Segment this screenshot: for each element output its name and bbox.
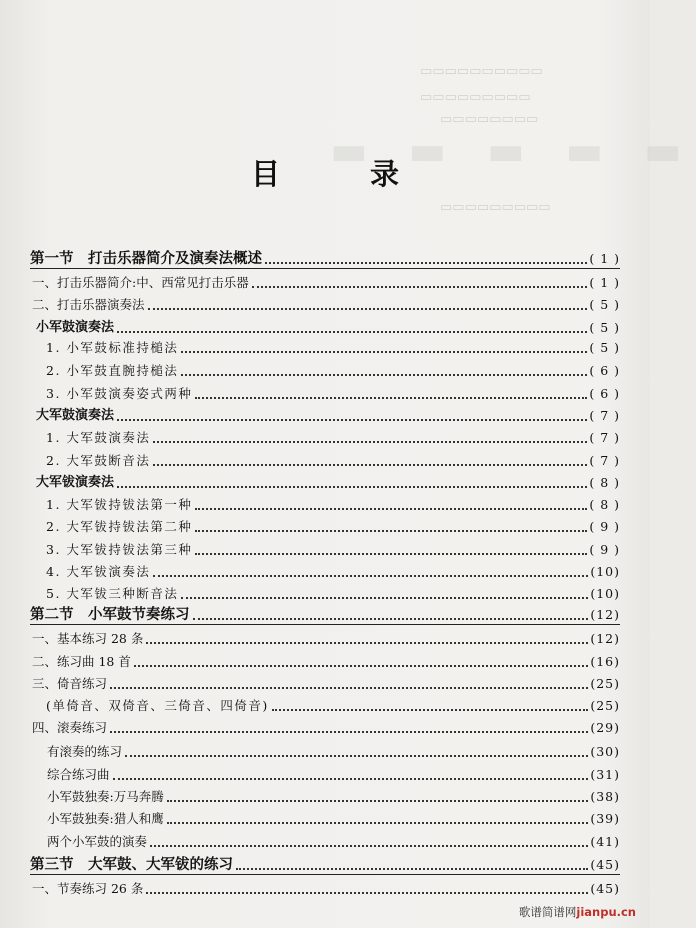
toc-page-number: ( 8 ) [589,475,620,490]
toc-entry-label: 第一节 打击乐器简介及演奏法概述 [30,251,262,267]
toc-entry [36,404,620,424]
toc-entry [46,336,620,356]
toc-leader-dots [181,374,587,376]
toc-page-number: (30) [590,744,620,759]
toc-entry [30,853,620,873]
toc-entry [32,716,620,736]
toc-leader-dots [181,351,587,353]
toc-leader-dots [195,508,587,510]
toc-entry [32,672,620,692]
toc-leader-dots [110,731,588,733]
toc-page-number: ( 7 ) [589,430,620,445]
toc-entry [36,471,620,491]
toc-leader-dots [117,486,587,488]
watermark-prefix: 歌谱简谱网 [518,905,577,919]
toc-entry [47,830,620,850]
toc-leader-dots [153,441,587,443]
toc-entry-label: 4. 大军钹演奏法 [46,564,151,579]
section-rule [30,268,620,269]
toc-page-number: (10) [590,564,620,579]
toc-leader-dots [125,755,588,757]
toc-page-number: ( 7 ) [589,408,620,423]
toc-entry-label: 5. 大军钹三种断音法 [46,586,179,601]
toc-leader-dots [146,642,588,644]
toc-entry-label: 二、打击乐器演奏法 [32,297,145,312]
toc-page-number: (10) [590,586,620,601]
toc-entry-label: 四、滚奏练习 [32,720,108,735]
toc-entry [46,538,620,558]
bleed-through-line: ▭▭▭▭▭▭▭▭▭ [440,200,551,215]
toc-page-number: (29) [590,720,620,735]
toc-leader-dots [146,892,588,894]
toc-page-number: (16) [590,654,620,669]
toc-entry [32,650,620,670]
toc-leader-dots [236,868,588,870]
toc-entry [47,740,620,760]
toc-page-number: (12) [590,607,620,622]
toc-page-number: ( 5 ) [589,340,620,355]
toc-leader-dots [167,800,589,802]
toc-entry [46,694,620,714]
toc-entry [32,293,620,313]
toc-entry-label: 2. 大军钹持钹法第二种 [46,519,193,534]
toc-page-number: ( 8 ) [589,497,620,512]
toc-page-number: ( 6 ) [589,363,620,378]
toc-page-number: (38) [590,789,620,804]
bleed-through-line: ▭▭▭▭▭▭▭▭ [440,112,539,127]
toc-entry-label: 两个小军鼓的演奏 [47,834,148,849]
toc-entry-label: 三、倚音练习 [32,676,108,691]
toc-entry [32,271,620,291]
toc-entry [47,807,620,827]
toc-entry [32,877,620,897]
toc-entry-label: 大军鼓演奏法 [36,408,115,423]
toc-entry-label: 小军鼓演奏法 [36,320,115,335]
toc-entry-label: 大军钹演奏法 [36,475,115,490]
toc-entry-label: 一、节奏练习 26 条 [32,881,144,896]
toc-leader-dots [181,597,588,599]
toc-entry-label: 1. 大军鼓演奏法 [46,430,151,445]
toc-leader-dots [150,845,588,847]
toc-entry-label: 综合练习曲 [47,767,110,782]
toc-entry-label: 小军鼓独奏:猎人和鹰 [47,811,164,826]
toc-entry [46,560,620,580]
toc-leader-dots [113,778,589,780]
bleed-through-heading: ▬ ▬ ▬ ▬ ▬ [330,128,696,174]
toc-entry-label: 第二节 小军鼓节奏练习 [30,607,190,623]
toc-entry [32,627,620,647]
bleed-through-line: ▭▭▭▭▭▭▭▭▭ [420,90,531,105]
toc-page-number: ( 5 ) [589,297,620,312]
toc-entry-label: (单倚音、双倚音、三倚音、四倚音) [46,698,269,713]
toc-leader-dots [252,286,588,288]
toc-leader-dots [153,464,587,466]
toc-entry [46,359,620,379]
toc-entry [46,449,620,469]
toc-leader-dots [110,687,588,689]
toc-leader-dots [272,709,589,711]
toc-entry [30,247,620,267]
toc-entry-label: 一、基本练习 28 条 [32,631,144,646]
toc-entry [46,515,620,535]
toc-page-number: (25) [590,676,620,691]
toc-entry [46,582,620,602]
toc-leader-dots [117,331,587,333]
toc-entry-label: 2. 大军鼓断音法 [46,453,151,468]
toc-entry-label: 第三节 大军鼓、大军钹的练习 [30,857,233,873]
toc-entry-label: 2. 小军鼓直腕持槌法 [46,363,179,378]
site-watermark [519,904,636,920]
toc-leader-dots [148,308,588,310]
toc-entry-label: 有滚奏的练习 [47,744,123,759]
toc-entry [30,603,620,623]
toc-page-number: (31) [590,767,620,782]
toc-leader-dots [134,665,588,667]
toc-page-number: ( 9 ) [589,542,620,557]
section-rule [30,874,620,875]
toc-leader-dots [193,618,589,620]
toc-entry-label: 一、打击乐器简介:中、西常见打击乐器 [32,275,249,290]
toc-leader-dots [195,553,587,555]
toc-leader-dots [167,822,589,824]
watermark-site: jianpu.cn [576,905,636,919]
toc-page-number: ( 6 ) [589,386,620,401]
toc-entry [46,493,620,513]
toc-page-number: ( 5 ) [589,320,620,335]
toc-page-number: ( 7 ) [589,453,620,468]
toc-entry [47,785,620,805]
toc-entry-label: 3. 大军钹持钹法第三种 [46,542,193,557]
toc-page-number: ( 1 ) [589,275,620,290]
toc-entry [36,316,620,336]
toc-page-number: (45) [590,857,620,872]
toc-entry-label: 1. 大军钹持钹法第一种 [46,497,193,512]
toc-entry-label: 小军鼓独奏:万马奔腾 [47,789,164,804]
toc-page-number: ( 9 ) [589,519,620,534]
bleed-through-line: ▭▭▭▭▭▭▭▭▭▭ [420,64,543,79]
page-title: 目 录 [250,157,440,191]
section-rule [30,624,620,625]
toc-entry-label: 3. 小军鼓演奏姿式两种 [46,386,193,401]
toc-page-number: (12) [590,631,620,646]
toc-leader-dots [195,530,587,532]
toc-page-number: ( 1 ) [589,251,620,266]
toc-entry [46,382,620,402]
toc-leader-dots [195,397,587,399]
toc-page-number: (25) [590,698,620,713]
toc-leader-dots [153,575,588,577]
toc-entry [47,763,620,783]
toc-entry-label: 二、练习曲 18 首 [32,654,131,669]
toc-entry-label: 1. 小军鼓标准持槌法 [46,340,179,355]
toc-entry [46,426,620,446]
toc-page-number: (39) [590,811,620,826]
toc-page-number: (41) [590,834,620,849]
toc-leader-dots [265,262,587,264]
toc-page-number: (45) [590,881,620,896]
toc-leader-dots [117,419,587,421]
